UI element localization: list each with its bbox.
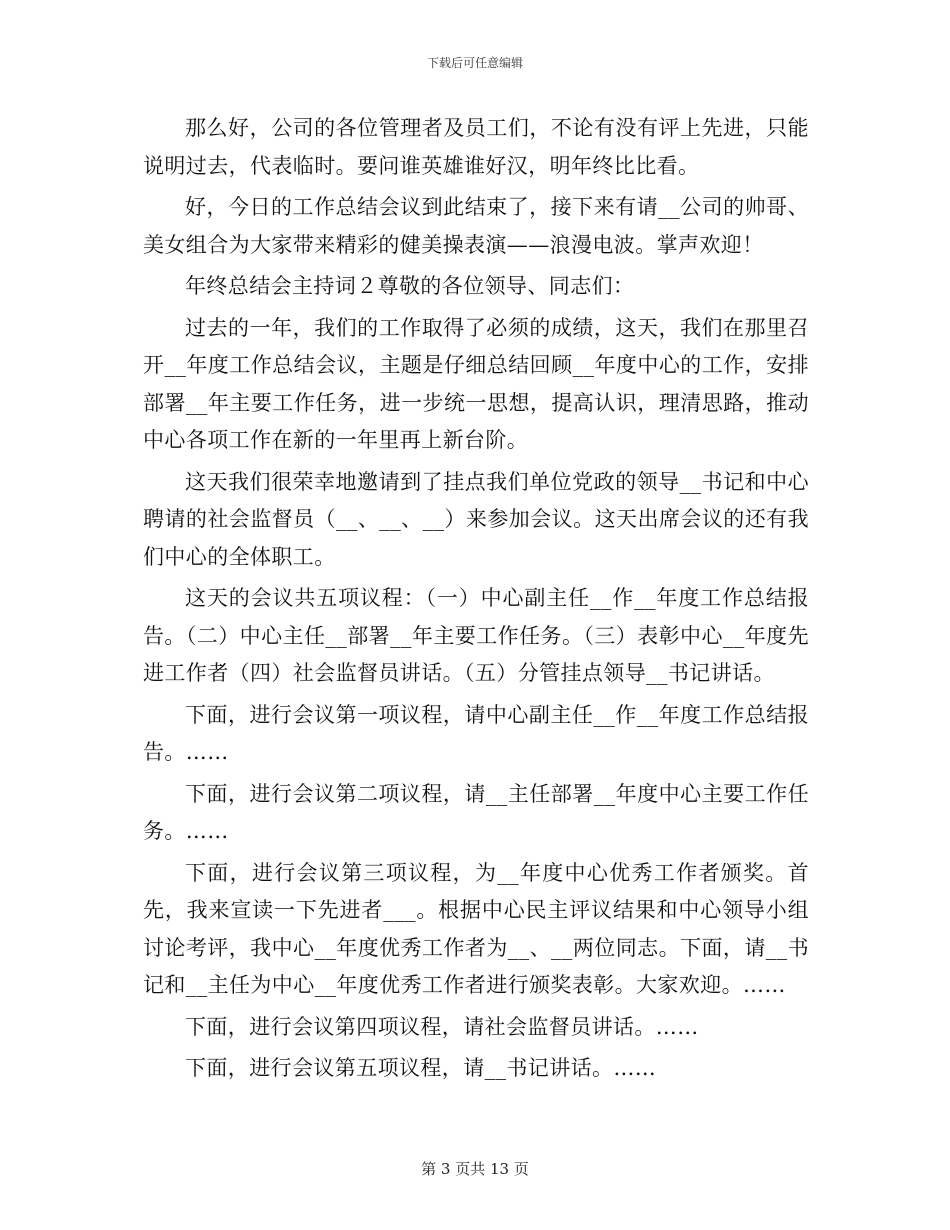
paragraph: 下面，进行会议第五项议程，请__书记讲话。……	[185, 1056, 657, 1080]
paragraph: 下面，进行会议第二项议程，请__主任部署__年度中心主要工作任务。……	[143, 781, 809, 843]
paragraph: 过去的一年，我们的工作取得了必须的成绩，这天，我们在那里召开__年度工作总结会议，主题是仔细总结回顾__年度中心的工作，安排部署__年主要工作任务，进一步统一思想，提高认识，理清思路，推动中心各项工作在新的一年里再上新台阶。	[143, 315, 809, 452]
paragraph: 这天的会议共五项议程：（一）中心副主任__作__年度工作总结报告。（二）中心主任__部署__年主要工作任务。（三）表彰中心__年度先进工作者（四）社会监督员讲话。（五）分管挂点领导__书记讲话。	[143, 586, 809, 685]
paragraph: 下面，进行会议第一项议程，请中心副主任__作__年度工作总结报告。……	[143, 702, 809, 764]
page-header: 下载后可任意编辑	[426, 56, 523, 70]
page-number: 第 3 页共 13 页	[421, 1160, 529, 1178]
paragraph: 好，今日的工作总结会议到此结束了，接下来有请__公司的帅哥、美女组合为大家带来精彩的健美操表演——浪漫电波。掌声欢迎！	[143, 195, 809, 257]
document-body	[143, 110, 809, 1092]
paragraph: 年终总结会主持词２尊敬的各位领导、同志们：	[185, 274, 635, 298]
paragraph: 这天我们很荣幸地邀请到了挂点我们单位党政的领导__书记和中心聘请的社会监督员（__、__、__）来参加会议。这天出席会议的还有我们中心的全体职工。	[143, 469, 809, 569]
paragraph: 下面，进行会议第三项议程，为__年度中心优秀工作者颁奖。首先，我来宣读一下先进者___。根据中心民主评议结果和中心领导小组讨论考评，我中心__年度优秀工作者为__、__两位同志。下面，请__书记和__主任为中心__年度优秀工作者进行颁奖表彰。大家欢迎。……	[143, 860, 809, 997]
paragraph: 那么好，公司的各位管理者及员工们，不论有没有评上先进，只能说明过去，代表临时。要问谁英雄谁好汉，明年终比比看。	[143, 116, 809, 178]
paragraph: 下面，进行会议第四项议程，请社会监督员讲话。……	[185, 1014, 699, 1039]
